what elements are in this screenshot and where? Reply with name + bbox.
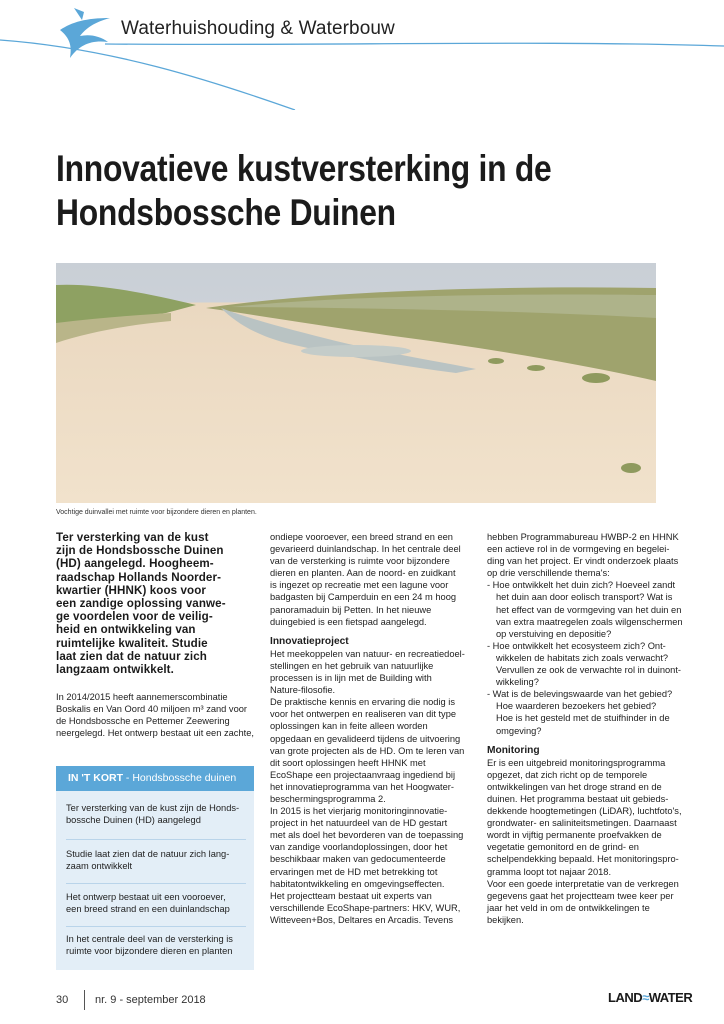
bullet-line: Vervullen ze ook de verwachte rol in duinont- (496, 665, 682, 676)
issue-info: nr. 9 - september 2018 (95, 994, 206, 1006)
body-line: de Hondsbossche en Pettemer Zeewering (56, 716, 230, 727)
summary-item (66, 891, 246, 916)
body-line: op drie verschillende thema's: (487, 568, 610, 579)
summary-item-line: Het ontwerp bestaat uit een vooroever, (66, 892, 226, 902)
bullet-line: het duin aan door eolisch transport? Wat is (496, 592, 673, 603)
body-line: oplossingen kan in feite alleen worden (270, 721, 428, 732)
article-headline (56, 147, 606, 235)
body-line: Boskalis en Van Oord 40 miljoen m³ zand voor (56, 704, 248, 715)
subheading-innovatieproject: Innovatieproject (270, 635, 349, 647)
body-line: De praktische kennis en ervaring die nodig is (270, 697, 456, 708)
body-line: gevarieerd duinlandschap. In het centrale deel (270, 544, 461, 555)
bullet-line: op verstuiving en depositie? (496, 628, 612, 639)
lead-line: ge voordelen voor de veilig- (56, 610, 213, 624)
summary-divider (66, 926, 246, 927)
dune-valley-photo (56, 263, 656, 503)
body-line: met als doel het bevorderen van de toepassing (270, 830, 464, 841)
summary-item (66, 933, 246, 958)
summary-item-line: een breed strand en een duinlandschap (66, 904, 230, 915)
body-line: dekkende hoogtemetingen (LiDAR), luchtfoto's, (487, 806, 682, 817)
body-line: van de versterking is ruimte voor bijzondere (270, 556, 450, 567)
headline-line-2: Hondsbossche Duinen (56, 192, 396, 233)
body-line: EcoShape een projectaanvraag ingediend bij (270, 769, 456, 780)
body-line: stellingen en het gebruik van natuurlijke (270, 660, 434, 671)
body-line: dit soort oplossingen heeft HHNK met (270, 757, 426, 768)
summary-box-header (56, 766, 254, 791)
col1-body (56, 691, 274, 739)
bullet-line: - Wat is de belevingswaarde van het gebied? (487, 689, 673, 700)
body-line: wordt in vijftig permanente proefvakken de (487, 830, 662, 841)
body-line: gramma loopt tot najaar 2018. (487, 866, 612, 877)
section-title: Waterhuishouding & Waterbouw (121, 18, 395, 39)
body-line: duinen. Het programma bestaat uit gebieds- (487, 793, 669, 804)
lead-line: ruimtelijke kwaliteit. Studie (56, 636, 208, 650)
article-lead (56, 531, 262, 676)
brand-wave-icon: ≈ (642, 990, 649, 1005)
body-line: ontwikkelingen van het droge strand en de (487, 781, 662, 792)
subheading-monitoring: Monitoring (487, 744, 540, 756)
bullet-line: het effect van de vormgeving van het duin en (496, 604, 682, 615)
body-line: hebben Programmabureau HWBP-2 en HHNK (487, 532, 679, 542)
body-line: schelpendekking bepaald. Het monitoringspro- (487, 854, 679, 865)
bullet-line: wikkelen de habitats zich zoals verwacht? (496, 652, 669, 663)
bullet-line: omgeving? (496, 725, 542, 736)
column-3 (487, 531, 702, 926)
body-line: Het projectteam bestaat uit experts van (270, 890, 432, 901)
bullet-line: - Hoe ontwikkelt het ecosysteem zich? Ont- (487, 640, 666, 651)
lead-line: langzaam ontwikkelt. (56, 663, 174, 677)
body-line: Er is een uitgebreid monitoringsprogramma (487, 757, 666, 768)
brand-logo (608, 990, 692, 1005)
body-line: jaar het veld in om de ontwikkelingen te (487, 902, 650, 913)
body-line: gegevens gaat het projectteam twee keer per (487, 890, 674, 901)
body-line: voor het ontwerpen en realiseren van dit type (270, 709, 457, 720)
body-line: panoramaduin bij Petten. In het nieuwe (270, 604, 432, 615)
body-line: neergelegd. Het ontwerp bestaat uit een zachte, (56, 728, 254, 739)
body-line: is ingezet op recreatie met een lagune voor (270, 580, 449, 591)
body-line: beschikbaar maken van gedocumenteerde (270, 854, 446, 865)
body-line: opgedaan en gevalideerd tijdens de uitvoering (270, 733, 461, 744)
summary-divider (66, 839, 246, 840)
lead-line: laat zien dat de natuur zich (56, 649, 207, 663)
body-line: project in het natuurdeel van de HD gestart (270, 818, 448, 829)
body-line: vegetatie gemonitord en de grind- en (487, 842, 639, 853)
summary-item-line: bossche Duinen (HD) aangelegd (66, 815, 201, 826)
body-line: van zandige voorlandoplossingen, door het (270, 842, 448, 853)
footer-divider (84, 990, 85, 1010)
headline-line-1: Innovatieve kustversterking in de (56, 148, 552, 189)
bullet-line: van extra maatregelen zoals wilgenschermen (496, 616, 683, 627)
body-line: duingebied is een fietspad aangelegd. (270, 616, 427, 627)
page-number: 30 (56, 994, 69, 1006)
body-line: processen is in lijn met de Building with (270, 673, 432, 684)
column-2 (270, 531, 475, 926)
lead-line: kwartier (HHNK) koos voor (56, 583, 207, 597)
summary-item-line: Ter versterking van de kust zijn de Honds- (66, 803, 240, 813)
bullet-item (487, 640, 702, 688)
summary-box-subtitle: - Hondsbossche duinen (123, 772, 237, 784)
bullet-line: Hoe is het gesteld met de stuifhinder in de (496, 713, 670, 724)
brand-left: LAND (608, 990, 643, 1005)
summary-item (66, 802, 246, 827)
body-line: In 2015 is het vierjarig monitoringinnovatie- (270, 806, 448, 817)
body-line: een actieve rol in de vormgeving en begelei- (487, 544, 670, 555)
body-line: badgasten bij Camperduin en een 24 m hoog (270, 592, 457, 603)
body-line: opgezet, dat zich richt op de temporele (487, 769, 648, 780)
summary-item-line: ruimte voor bijzondere dieren en planten (66, 946, 233, 957)
photo-caption: Vochtige duinvallei met ruimte voor bijzondere dieren en planten. (56, 509, 257, 516)
summary-box (56, 766, 254, 970)
summary-item-line: Studie laat zien dat de natuur zich lang- (66, 849, 230, 859)
bullet-item (487, 688, 702, 736)
lead-line: een zandige oplossing vanwe- (56, 597, 226, 611)
body-line: beschermingsprogramma 2. (270, 793, 386, 804)
lead-line: zijn de Hondsbossche Duinen (56, 544, 224, 558)
lead-line: raadschap Hollands Noorder- (56, 570, 222, 584)
bullet-line: Hoe waarderen bezoekers het gebied? (496, 701, 657, 712)
body-line: Witteveen+Bos, Deltares en Arcadis. Tevens (270, 914, 454, 925)
body-line: habitatontwikkeling en omgevingseffecten. (270, 878, 445, 889)
body-line: Het meekoppelen van natuur- en recreatiedoel- (270, 648, 465, 659)
summary-divider (66, 883, 246, 884)
summary-item-line: In het centrale deel van de versterking is (66, 934, 233, 944)
summary-item-line: zaam ontwikkelt (66, 861, 133, 872)
bullet-line: wikkeling? (496, 677, 539, 688)
body-line: ding van het project. Er vindt onderzoek plaats (487, 556, 679, 567)
body-line: grondwater- en saliniteitsmetingen. Daarnaast (487, 818, 677, 829)
summary-item (66, 848, 246, 873)
body-line: ondiepe vooroever, een breed strand en een (270, 532, 453, 542)
lead-line: heid en ontwikkeling van (56, 623, 196, 637)
body-line: het innovatieprogramma van het Hoogwater- (270, 781, 454, 792)
lead-line: Ter versterking van de kust (56, 531, 209, 544)
summary-box-title: IN 'T KORT (68, 772, 123, 784)
header-band (0, 0, 724, 110)
brand-right: WATER (648, 990, 693, 1005)
body-line: Voor een goede interpretatie van de verkregen (487, 878, 679, 889)
body-line: dieren en planten. Aan de noord- en zuidkant (270, 568, 456, 579)
body-line: van grote projecten als de HD. Om te leren van (270, 745, 465, 756)
bullet-item (487, 579, 702, 639)
body-line: ervaringen met de HD met betrekking tot (270, 866, 438, 877)
body-line: Nature-filosofie. (270, 685, 336, 696)
body-line: bekijken. (487, 914, 524, 925)
bullet-line: - Hoe ontwikkelt het duin zich? Hoeveel zandt (487, 580, 676, 591)
lead-line: (HD) aangelegd. Hoogheem- (56, 557, 214, 571)
body-line: verschillende EcoShape-partners: HKV, WUR, (270, 902, 461, 913)
body-line: In 2014/2015 heeft aannemerscombinatie (56, 692, 228, 702)
